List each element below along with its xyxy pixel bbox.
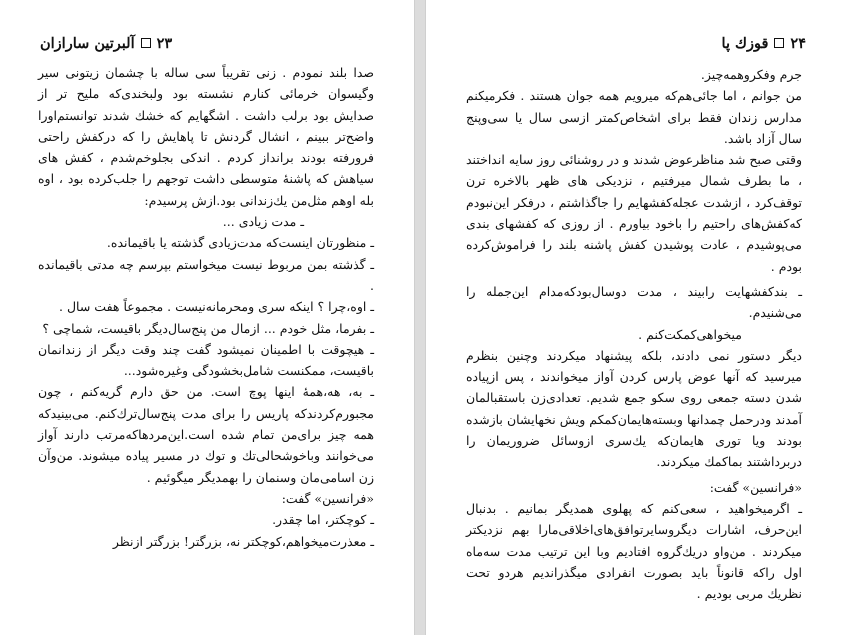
paragraph: وقتی صبح شد مناظرعوض شدند و در روشنائی روز سایه انداختند ، ما بطرف شمال میرفتیم ، نزدیکی های ظهر بالاخره ترن توقف‌کرد ، ازشدت عجله‌کفشهایم را جاگذاشتم ، درفکر این‌نبودم که‌کفش‌های راحتیم را باخود بیاورم . از روزی که کفشهای بندی می‌پوشیدم ، عادت پوشیدن کفش پاشنه بلند را فراموش‌کرده بودم . [466, 152, 802, 274]
right-header-title: قوزك پا [721, 34, 769, 52]
paragraph: ـ بفرما، مثل خودم ... ازمال من پنج‌سال‌دیگر باقیست، شماچی ؟ [42, 320, 374, 336]
paragraph: میخواهی‌کمکت‌کنم . [638, 326, 742, 342]
paragraph: ـ هیچوقت با اطمینان نمیشود گفت چند وقت دیگر از زندانمان باقیست، ممکنست شامل‌بخشودگی وغیره‌شود... [38, 341, 374, 379]
right-book-page [425, 0, 846, 635]
book-gutter [415, 0, 425, 635]
paragraph: ـ بندکفشهایت رابیند ، مدت دوسال‌بودکه‌مدام این‌جمله را می‌شنیدم. [466, 283, 802, 321]
header-box-icon [141, 38, 151, 48]
paragraph: ـ منظورتان اینست‌که مدت‌زیادی گذشته یا باقیمانده. [106, 235, 374, 251]
paragraph: من جوانم ، اما جائی‌هم‌که میرویم همه جوان هستند . فکرمیکنم مدارس زندان فقط برای اشخاص‌کمتر ازسی سال یا سی‌وپنج سال آزاد باشد. [466, 88, 802, 146]
right-page-number: ۲۴ [790, 34, 806, 52]
paragraph: ـ گذشته بمن مربوط نیست میخواستم بپرسم چه مدتی باقیمانده . [38, 256, 374, 293]
paragraph: ـ اگرمیخواهید ، سعی‌کنم که پهلوی همدیگر بمانیم . بدنبال این‌حرف، اشارات دیگروسایرتوافق‌های‌اخلاقی‌مارا بهم نزدیکتر میکردند . من‌واو دریك‌گروه افتادیم وبا این ترتیب مدت سه‌ماه اول راکه قانوناً باید بصورت انفرادی میگذراندیم هردو تحت نظریك مربی بودیم . [466, 500, 802, 602]
left-running-header [40, 32, 374, 54]
paragraph: ـ به، هه،همهٔ اینها پوچ است. من حق دارم گریه‌کنم ، چون مجبورم‌کردندکه پاریس را برای مدت پنج‌سال‌ترك‌کنم. می‌بینیدکه همه چیز برای‌من تمام شده است.این‌مردهاکه‌مرتب دارند آواز می‌خوانند وباخوشحالی‌تك و توك در مسیر پیاده میشوند. من‌و‌آن زن اسامی‌مان وسنمان را بهمدیگر میگوئیم . [38, 384, 374, 485]
paragraph: ـ اوه،چرا ؟ اینکه سری ومحرمانه‌نیست . مجموعاً هفت سال . [59, 299, 374, 315]
left-page-number: ۲۳ [156, 34, 173, 52]
left-book-page [0, 0, 415, 635]
left-header-title: آلبرتین سارازان [40, 34, 135, 52]
paragraph: ـ مدت زیادی ... [222, 214, 304, 230]
paragraph: ـ معذرت‌میخواهم،کوچکتر نه، بزرگتر! بزرگتر ازنظر [112, 533, 374, 549]
paragraph: صدا بلند نمودم . زنی تقریباً سی ساله با چشمان زیتونی سیر وگیسوان خرمائی کنارم نشسته بود ولبخندی‌که ملیح تر از صدایش بود برلب داشت . اشگهایم که خشك شدند توانستم‌اورا واضح‌تر ببینم ، انشال گردنش تا پاهایش را که درکفش راحتی فرورفته بودند برانداز کردم . اندکی بجلوخم‌شدم ، کفش های سیاهش که پاشنهٔ متوسطی داشت توجهم را جلب‌کرده بود ، اوه بله اوهم مثل‌من یك‌زندانی بود.ازش پرسیدم: [38, 65, 374, 208]
paragraph: جرم وفکروهمه‌چیز. [700, 67, 802, 82]
paragraph: دیگر دستور نمی دادند، بلکه پیشنهاد میکردند وچنین بنظرم میرسید که آنها عوض پارس کردن آواز میخواندند ، پس ازپیاده شدن دسته جمعی روی سکو جمع شدیم. تعدادی‌زن باستقبالمان آمدند ودرحمل چمدانها وبسته‌هایمان‌کمکم ویش نخهایشان بازشده بودند ویا توری هایمان‌که یك‌سری ازوسائل ضروریمان را دربرداشتند بماکمك میکردند. [466, 347, 802, 470]
right-running-header [466, 32, 806, 54]
paragraph: «فرانسین» گفت: [281, 490, 374, 506]
header-box-icon [774, 38, 784, 48]
paragraph: ـ کوچکتر، اما چقدر. [272, 512, 374, 528]
left-page-body [38, 62, 374, 625]
right-page-body [466, 64, 802, 625]
paragraph: «فرانسین» گفت: [709, 479, 802, 495]
